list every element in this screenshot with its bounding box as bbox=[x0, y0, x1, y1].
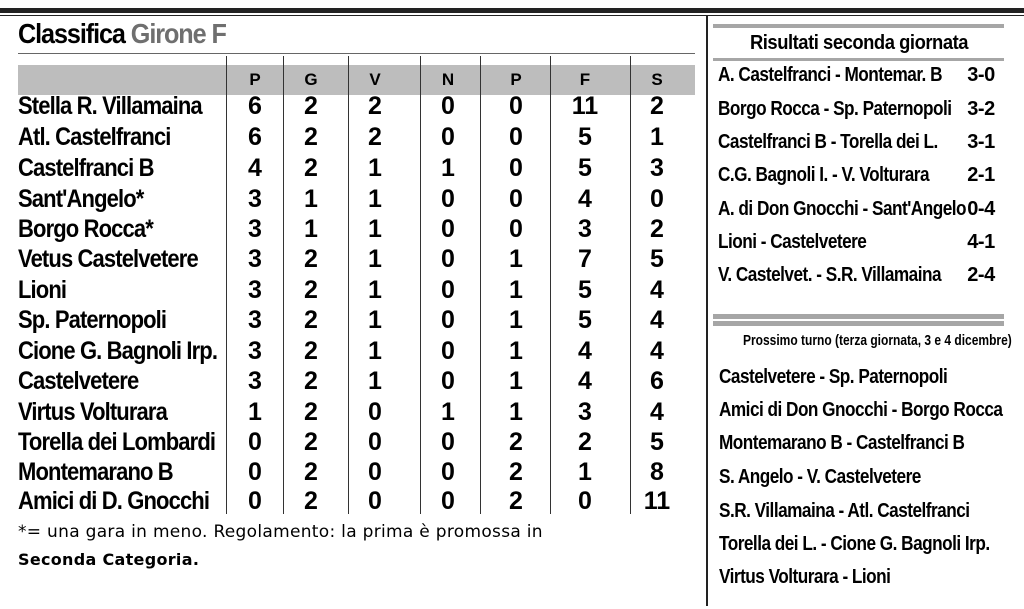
cell-perse: 2 bbox=[509, 487, 523, 515]
cell-subiti: 4 bbox=[650, 276, 664, 304]
cell-perse: 1 bbox=[509, 276, 523, 304]
result-score: 3-2 bbox=[967, 98, 995, 120]
cell-nulle: 0 bbox=[441, 428, 455, 456]
standings-title-group: Girone F bbox=[130, 18, 226, 49]
result-score: 2-1 bbox=[967, 164, 995, 186]
cell-punti: 3 bbox=[248, 215, 262, 243]
cell-punti: 3 bbox=[248, 367, 262, 395]
cell-subiti: 0 bbox=[650, 185, 664, 213]
team-name: Borgo Rocca* bbox=[18, 215, 153, 243]
cell-punti: 3 bbox=[248, 245, 262, 273]
cell-nulle: 0 bbox=[441, 487, 455, 515]
cell-fatti: 5 bbox=[578, 276, 592, 304]
next-fixture: Virtus Volturara - Lioni bbox=[719, 566, 891, 588]
cell-fatti: 3 bbox=[578, 398, 592, 426]
cell-nulle: 1 bbox=[441, 398, 455, 426]
grid-line bbox=[550, 56, 551, 514]
cell-perse: 0 bbox=[509, 154, 523, 182]
next-round-top-bar-2 bbox=[713, 321, 1004, 326]
cell-vinte: 1 bbox=[368, 185, 382, 213]
team-name: Castelfranci B bbox=[18, 154, 154, 182]
column-header-punti: P bbox=[249, 70, 261, 89]
cell-perse: 0 bbox=[509, 123, 523, 151]
cell-giocate: 2 bbox=[304, 337, 318, 365]
cell-subiti: 2 bbox=[650, 215, 664, 243]
standings-title-main: Classifica bbox=[18, 18, 125, 49]
cell-vinte: 1 bbox=[368, 276, 382, 304]
standings-note bbox=[18, 518, 700, 574]
team-name: Cione G. Bagnoli Irp. bbox=[18, 337, 218, 365]
team-name: Montemarano B bbox=[18, 458, 173, 486]
cell-vinte: 0 bbox=[368, 458, 382, 486]
cell-fatti: 4 bbox=[578, 185, 592, 213]
cell-punti: 0 bbox=[248, 458, 262, 486]
cell-fatti: 2 bbox=[578, 428, 592, 456]
cell-fatti: 4 bbox=[578, 337, 592, 365]
cell-vinte: 2 bbox=[368, 92, 382, 120]
team-name: Vetus Castelvetere bbox=[18, 245, 198, 273]
cell-vinte: 1 bbox=[368, 306, 382, 334]
grid-line bbox=[480, 56, 481, 514]
next-fixture: S.R. Villamaina - Atl. Castelfranci bbox=[719, 500, 970, 522]
cell-nulle: 0 bbox=[441, 245, 455, 273]
cell-fatti: 7 bbox=[578, 245, 592, 273]
cell-giocate: 2 bbox=[304, 276, 318, 304]
team-name: Stella R. Villamaina bbox=[18, 92, 202, 120]
cell-perse: 1 bbox=[509, 337, 523, 365]
cell-vinte: 0 bbox=[368, 428, 382, 456]
cell-nulle: 0 bbox=[441, 367, 455, 395]
cell-punti: 0 bbox=[248, 428, 262, 456]
column-header-fatti: F bbox=[579, 70, 591, 89]
next-fixture: S. Angelo - V. Castelvetere bbox=[719, 466, 921, 488]
cell-fatti: 11 bbox=[571, 92, 599, 120]
top-rule bbox=[0, 8, 1024, 13]
cell-giocate: 2 bbox=[304, 245, 318, 273]
cell-subiti: 1 bbox=[650, 123, 664, 151]
cell-nulle: 0 bbox=[441, 185, 455, 213]
cell-punti: 4 bbox=[248, 154, 262, 182]
cell-giocate: 2 bbox=[304, 306, 318, 334]
cell-punti: 3 bbox=[248, 185, 262, 213]
cell-nulle: 0 bbox=[441, 458, 455, 486]
cell-giocate: 2 bbox=[304, 123, 318, 151]
cell-subiti: 5 bbox=[650, 245, 664, 273]
team-name: Virtus Volturara bbox=[18, 398, 167, 426]
result-match: A. Castelfranci - Montemar. B bbox=[718, 64, 942, 86]
cell-punti: 6 bbox=[248, 123, 262, 151]
column-header-subiti: S bbox=[651, 70, 663, 89]
cell-giocate: 2 bbox=[304, 92, 318, 120]
note-line-1: *= una gara in meno. Regolamento: la prima è promossa in bbox=[18, 522, 543, 542]
team-name: Amici di D. Gnocchi bbox=[18, 487, 210, 515]
team-name: Castelvetere bbox=[18, 367, 139, 395]
note-line-2: Seconda Categoria. bbox=[18, 550, 200, 569]
next-fixture: Montemarano B - Castelfranci B bbox=[719, 432, 965, 454]
cell-fatti: 5 bbox=[578, 123, 592, 151]
cell-fatti: 1 bbox=[578, 458, 592, 486]
cell-giocate: 2 bbox=[304, 428, 318, 456]
cell-subiti: 3 bbox=[650, 154, 664, 182]
column-header-giocate: G bbox=[304, 70, 318, 89]
cell-giocate: 1 bbox=[304, 215, 318, 243]
result-score: 2-4 bbox=[967, 264, 995, 286]
next-fixture: Castelvetere - Sp. Paternopoli bbox=[719, 366, 948, 388]
cell-punti: 1 bbox=[248, 398, 262, 426]
result-match: A. di Don Gnocchi - Sant'Angelo bbox=[718, 198, 967, 220]
cell-giocate: 1 bbox=[304, 185, 318, 213]
cell-perse: 1 bbox=[509, 245, 523, 273]
result-match: Castelfranci B - Torella dei L. bbox=[718, 131, 938, 153]
cell-subiti: 8 bbox=[650, 458, 664, 486]
column-header-nulle: N bbox=[441, 70, 455, 89]
cell-vinte: 1 bbox=[368, 367, 382, 395]
cell-giocate: 2 bbox=[304, 487, 318, 515]
cell-nulle: 0 bbox=[441, 215, 455, 243]
result-score: 0-4 bbox=[967, 198, 995, 220]
cell-vinte: 1 bbox=[368, 337, 382, 365]
team-name: Atl. Castelfranci bbox=[18, 123, 171, 151]
cell-giocate: 2 bbox=[304, 458, 318, 486]
team-name: Torella dei Lombardi bbox=[18, 428, 216, 456]
cell-punti: 6 bbox=[248, 92, 262, 120]
column-divider bbox=[706, 16, 708, 606]
team-name: Lioni bbox=[18, 276, 67, 304]
cell-punti: 0 bbox=[248, 487, 262, 515]
cell-perse: 1 bbox=[509, 367, 523, 395]
result-match: Borgo Rocca - Sp. Paternopoli bbox=[718, 98, 952, 120]
cell-perse: 1 bbox=[509, 306, 523, 334]
title-underline bbox=[18, 53, 695, 54]
cell-punti: 3 bbox=[248, 306, 262, 334]
cell-perse: 2 bbox=[509, 458, 523, 486]
cell-nulle: 0 bbox=[441, 123, 455, 151]
cell-fatti: 5 bbox=[578, 306, 592, 334]
cell-perse: 1 bbox=[509, 398, 523, 426]
next-round-top-bar bbox=[713, 314, 1004, 319]
cell-vinte: 2 bbox=[368, 123, 382, 151]
result-score: 3-1 bbox=[967, 131, 995, 153]
cell-nulle: 0 bbox=[441, 276, 455, 304]
next-fixture: Torella dei L. - Cione G. Bagnoli Irp. bbox=[719, 533, 990, 555]
column-header-vinte: V bbox=[369, 70, 381, 89]
team-name: Sant'Angelo* bbox=[18, 185, 144, 213]
cell-vinte: 1 bbox=[368, 215, 382, 243]
cell-nulle: 0 bbox=[441, 337, 455, 365]
cell-vinte: 1 bbox=[368, 154, 382, 182]
result-score: 3-0 bbox=[967, 64, 995, 86]
cell-subiti: 2 bbox=[650, 92, 664, 120]
results-title: Risultati seconda giornata bbox=[749, 32, 969, 54]
cell-subiti: 11 bbox=[643, 487, 671, 515]
result-match: V. Castelvet. - S.R. Villamaina bbox=[718, 264, 942, 286]
cell-fatti: 4 bbox=[578, 367, 592, 395]
cell-subiti: 4 bbox=[650, 306, 664, 334]
cell-perse: 0 bbox=[509, 185, 523, 213]
cell-subiti: 5 bbox=[650, 428, 664, 456]
cell-vinte: 1 bbox=[368, 245, 382, 273]
cell-perse: 0 bbox=[509, 215, 523, 243]
next-round-title: Prossimo turno (terza giornata, 3 e 4 dicembre) bbox=[743, 332, 1012, 349]
cell-giocate: 2 bbox=[304, 367, 318, 395]
cell-fatti: 3 bbox=[578, 215, 592, 243]
cell-nulle: 1 bbox=[441, 154, 455, 182]
cell-nulle: 0 bbox=[441, 92, 455, 120]
cell-fatti: 0 bbox=[578, 487, 592, 515]
cell-giocate: 2 bbox=[304, 398, 318, 426]
cell-vinte: 0 bbox=[368, 398, 382, 426]
result-match: C.G. Bagnoli I. - V. Volturara bbox=[718, 164, 930, 186]
cell-perse: 2 bbox=[509, 428, 523, 456]
next-fixture: Amici di Don Gnocchi - Borgo Rocca bbox=[719, 399, 1003, 421]
result-score: 4-1 bbox=[967, 231, 995, 253]
standings-title bbox=[18, 18, 226, 50]
cell-nulle: 0 bbox=[441, 306, 455, 334]
cell-subiti: 4 bbox=[650, 337, 664, 365]
cell-perse: 0 bbox=[509, 92, 523, 120]
column-header-perse: P bbox=[510, 70, 522, 89]
cell-punti: 3 bbox=[248, 276, 262, 304]
top-rule-thin bbox=[0, 15, 1024, 16]
cell-subiti: 6 bbox=[650, 367, 664, 395]
cell-fatti: 5 bbox=[578, 154, 592, 182]
cell-giocate: 2 bbox=[304, 154, 318, 182]
team-name: Sp. Paternopoli bbox=[18, 306, 167, 334]
result-match: Lioni - Castelvetere bbox=[718, 231, 867, 253]
cell-punti: 3 bbox=[248, 337, 262, 365]
cell-subiti: 4 bbox=[650, 398, 664, 426]
cell-vinte: 0 bbox=[368, 487, 382, 515]
